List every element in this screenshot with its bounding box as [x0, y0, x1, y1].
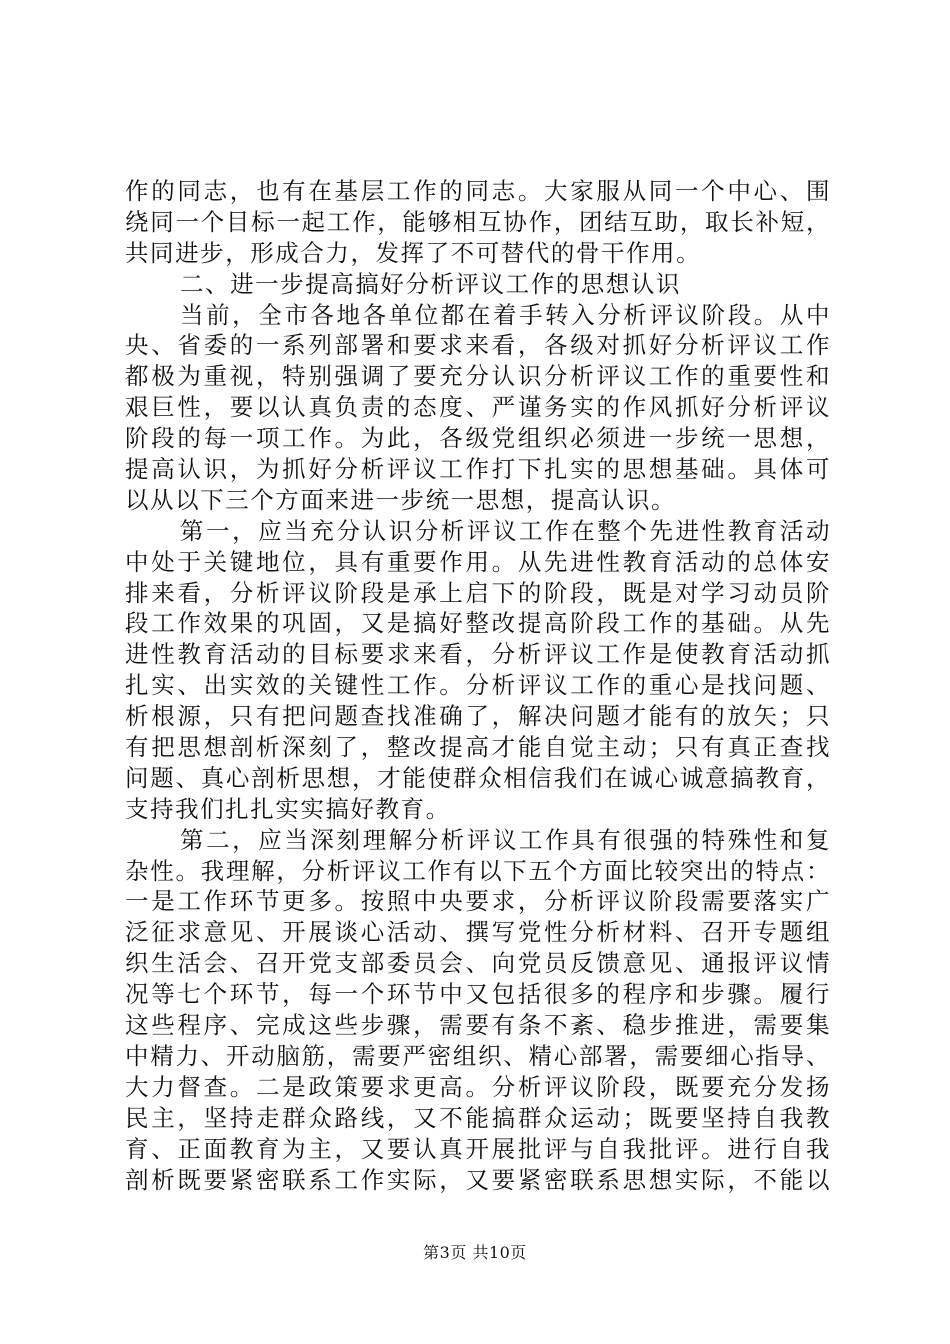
page-footer: 第3页 共10页: [423, 1243, 527, 1262]
text-line: 共同进步，形成合力，发挥了不可替代的骨干作用。: [125, 238, 702, 267]
text-line: 作的同志，也有在基层工作的同志。大家服从同一个中心、围: [125, 177, 831, 205]
text-line: 一是工作环节更多。按照中央要求，分析评议阶段需要落实广: [125, 887, 831, 916]
text-line: 况等七个环节，每一个环节中又包括很多的程序和步骤。履行: [125, 980, 831, 1009]
text-line: 提高认识，为抓好分析评议工作打下扎实的思想基础。具体可: [125, 455, 831, 484]
text-line: 织生活会、召开党支部委员会、向党员反馈意见、通报评议情: [125, 949, 831, 978]
text-line: 排来看，分析评议阶段是承上启下的阶段，既是对学习动员阶: [125, 578, 831, 607]
text-line: 艰巨性，要以认真负责的态度、严谨务实的作风抓好分析评议: [125, 393, 831, 422]
text-line: 泛征求意见、开展谈心活动、撰写党性分析材料、召开专题组: [125, 918, 831, 947]
text-line: 第二，应当深刻理解分析评议工作具有很强的特殊性和复: [180, 825, 831, 854]
text-line: 问题、真心剖析思想，才能使群众相信我们在诚心诚意搞教育，: [125, 763, 831, 792]
text-line: 扎实、出实效的关键性工作。分析评议工作的重心是找问题、: [125, 671, 831, 700]
text-line: 央、省委的一系列部署和要求来看，各级对抓好分析评议工作: [125, 331, 831, 360]
text-line: 大力督查。二是政策要求更高。分析评议阶段，既要充分发扬: [125, 1072, 831, 1101]
text-line: 阶段的每一项工作。为此，各级党组织必须进一步统一思想，: [125, 424, 831, 453]
text-line: 支持我们扎扎实实搞好教育。: [125, 794, 451, 823]
document-body: [125, 176, 831, 1195]
text-line: 育、正面教育为主，又要认真开展批评与自我批评。进行自我: [125, 1134, 831, 1163]
text-line: 段工作效果的巩固，又是搞好整改提高阶段工作的基础。从先: [125, 609, 831, 638]
text-line: 有把思想剖析深刻了，整改提高才能自觉主动；只有真正查找: [125, 733, 831, 762]
text-line: 剖析既要紧密联系工作实际，又要紧密联系思想实际，不能以: [125, 1165, 831, 1194]
text-line: 绕同一个目标一起工作，能够相互协作，团结互助，取长补短，: [125, 207, 831, 236]
text-line: 民主，坚持走群众路线，又不能搞群众运动；既要坚持自我教: [125, 1103, 831, 1132]
text-line: 中处于关键地位，具有重要作用。从先进性教育活动的总体安: [125, 547, 831, 576]
text-line: 当前，全市各地各单位都在着手转入分析评议阶段。从中: [180, 300, 831, 329]
section-heading: 二、进一步提高搞好分析评议工作的思想认识: [180, 269, 681, 298]
text-line: 第一，应当充分认识分析评议工作在整个先进性教育活动: [180, 516, 831, 545]
text-line: 都极为重视，特别强调了要充分认识分析评议工作的重要性和: [125, 362, 831, 391]
text-line: 进性教育活动的目标要求来看，分析评议工作是使教育活动抓: [125, 640, 831, 669]
text-line: 中精力、开动脑筋，需要严密组织、精心部署，需要细心指导、: [125, 1041, 831, 1070]
text-line: 这些程序、完成这些步骤，需要有条不紊、稳步推进，需要集: [125, 1011, 831, 1040]
text-line: 杂性。我理解，分析评议工作有以下五个方面比较突出的特点：: [125, 856, 831, 885]
text-line: 以从以下三个方面来进一步统一思想，提高认识。: [125, 485, 677, 514]
text-line: 析根源，只有把问题查找准确了，解决问题才能有的放矢；只: [125, 702, 831, 731]
